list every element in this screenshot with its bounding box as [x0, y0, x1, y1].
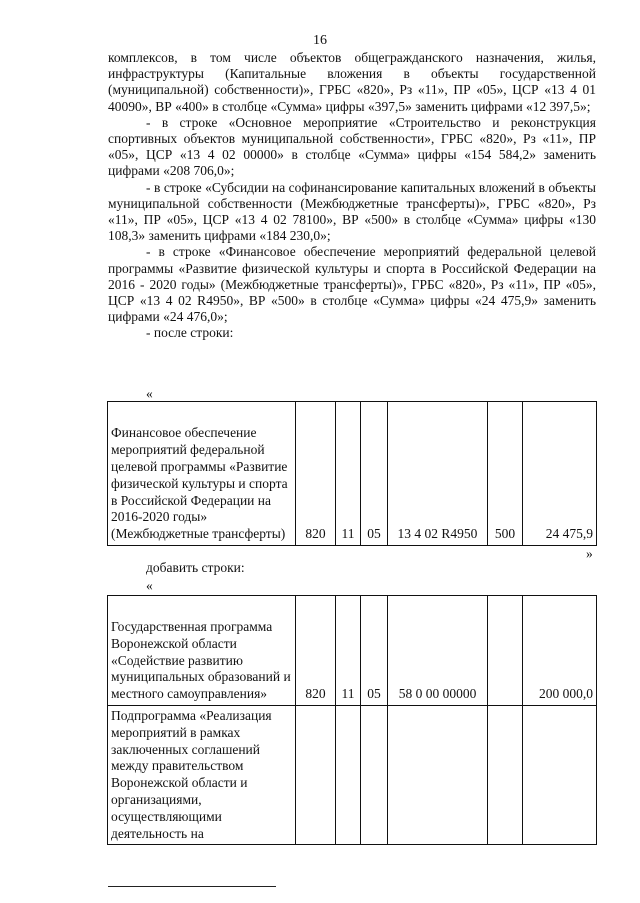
budget-table-existing-row [107, 401, 597, 546]
csr-cell: 13 4 02 R4950 [388, 402, 488, 546]
vr-cell [488, 596, 523, 706]
rz-cell: 11 [336, 596, 361, 706]
grbs-cell: 820 [296, 402, 336, 546]
sum-cell: 200 000,0 [523, 596, 597, 706]
open-quote: « [146, 386, 153, 401]
paragraph: - в строке «Финансовое обеспечение мероприятий федеральной целевой программы «Развитие физической культуры и спорта в Российской Федерации на 2016 - 2020 годы» (Межбюджетные трансферты)», ГРБС «820», Рз «11», ПР «05», ЦСР «13 4 02 R4950», ВР «500» в столбце «Сумма» цифры «24 475,9» заменить цифрами «24 476,0»; [108, 244, 596, 325]
paragraph: - в строке «Субсидии на софинансирование капитальных вложений в объекты муниципальной собственности (Межбюджетные трансферты)», ГРБС «820», Рз «11», ПР «05», ЦСР «13 4 02 78100», ВР «500» в столбце «Сумма» цифры «130 108,3» заменить цифрами «184 230,0»; [108, 179, 596, 244]
rz-cell: 11 [336, 402, 361, 546]
csr-cell [388, 706, 488, 845]
paragraph: - в строке «Основное мероприятие «Строительство и реконструкция спортивных объектов муниципальной собственности», ГРБС «820», Рз «11», ПР «05», ЦСР «13 4 02 00000» в столбце «Сумма» цифры «154 584,2» заменить цифрами «208 706,0»; [108, 114, 596, 179]
pr-cell: 05 [361, 402, 388, 546]
row-name-cell: Государственная программа Воронежской области «Содействие развитию муниципальных образований и местного самоуправления» [108, 596, 296, 706]
add-rows-label: добавить строки: [146, 560, 245, 575]
rz-cell [336, 706, 361, 845]
paragraph: комплексов, в том числе объектов общегражданского назначения, жилья, инфраструктуры (Капитальные вложения в объекты государственной (муниципальной) собственности)», ГРБС «820», Рз «11», ПР «05», ЦСР «13 4 01 40090», ВР «400» в столбце «Сумма» цифры «397,5» заменить цифрами «12 397,5»; [108, 50, 596, 114]
sum-cell: 24 475,9 [523, 402, 597, 546]
row-name-cell: Финансовое обеспечение мероприятий федеральной целевой программы «Развитие физической культуры и спорта в Российской Федерации на 2016-2020 годы» (Межбюджетные трансферты) [108, 402, 296, 546]
open-quote: « [146, 578, 153, 593]
body-text [108, 50, 596, 342]
table-row [108, 706, 597, 845]
footnote-divider [108, 886, 276, 887]
table-row [108, 596, 597, 706]
pr-cell [361, 706, 388, 845]
page-number: 16 [313, 33, 327, 48]
paragraph: - после строки: [146, 325, 234, 341]
grbs-cell [296, 706, 336, 845]
close-quote: » [586, 546, 593, 561]
csr-cell: 58 0 00 00000 [388, 596, 488, 706]
sum-cell [523, 706, 597, 845]
pr-cell: 05 [361, 596, 388, 706]
vr-cell: 500 [488, 402, 523, 546]
table-row [108, 402, 597, 546]
row-name-cell: Подпрограмма «Реализация мероприятий в рамках заключенных соглашений между правительством Воронежской области и организациями, осуществляющими деятельность на [108, 706, 296, 845]
budget-table-new-rows [107, 595, 597, 845]
grbs-cell: 820 [296, 596, 336, 706]
vr-cell [488, 706, 523, 845]
